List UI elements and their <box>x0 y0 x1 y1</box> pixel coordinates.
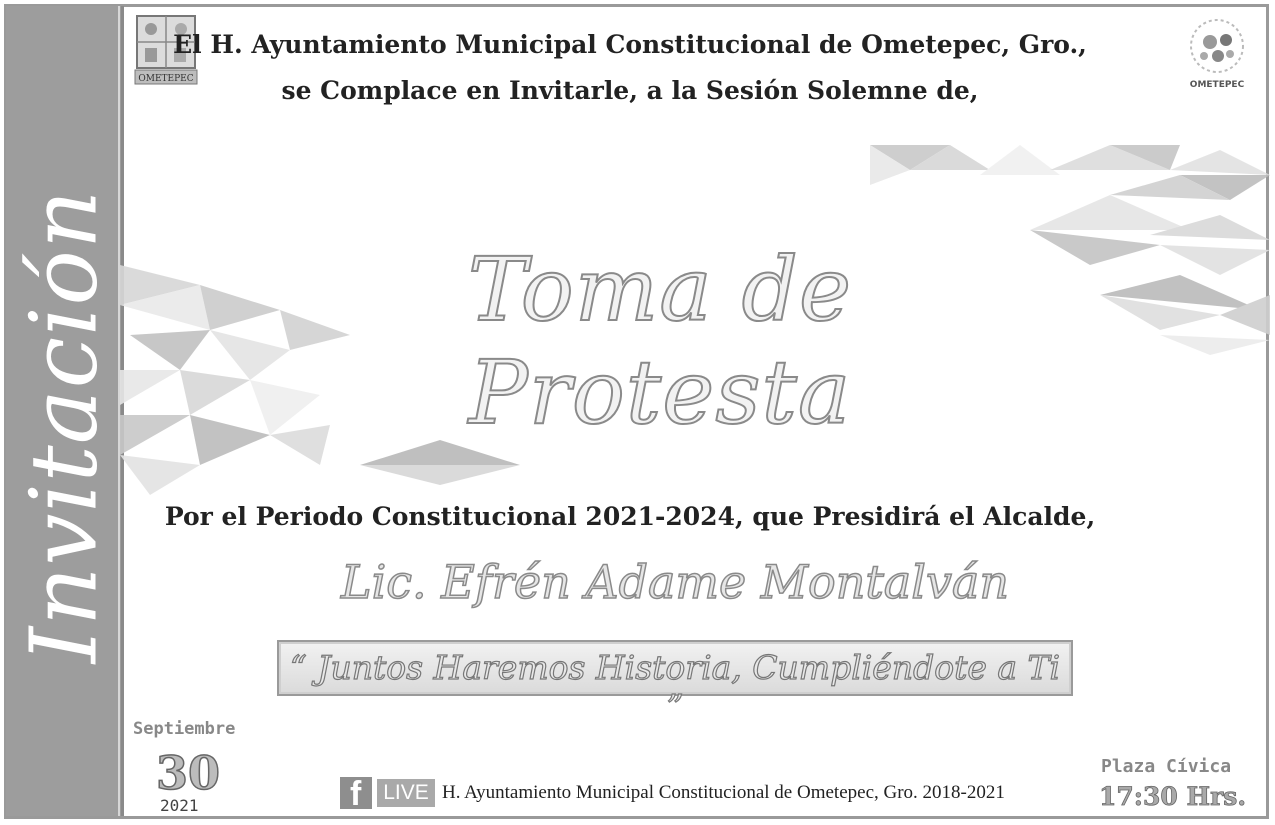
date-month: Septiembre <box>133 719 236 739</box>
slogan-box <box>277 640 1073 726</box>
header-line-1: El H. Ayuntamiento Municipal Constitucional de Ometepec, Gro., <box>173 30 1087 59</box>
footer-text: H. Ayuntamiento Municipal Constitucional de Ometepec, Gro. 2018-2021 <box>442 782 1005 803</box>
header-line-2: se Complace en Invitarle, a la Sesión Solemne de, <box>281 76 979 105</box>
coat-of-arms-text: OMETEPEC <box>138 74 194 84</box>
sidebar <box>6 6 124 816</box>
venue-place: Plaza Cívica <box>1101 756 1232 777</box>
live-badge: LIVE <box>377 779 435 807</box>
emblem-text: OMETEPEC <box>1189 80 1245 90</box>
date-year: 2021 <box>160 796 199 815</box>
facebook-icon <box>340 775 372 813</box>
facebook-glyph: f <box>350 775 362 813</box>
period-text: Por el Periodo Constitucional 2021-2024, que Presidirá el Alcalde, <box>164 502 1096 531</box>
date-day: 30 <box>156 746 221 800</box>
slogan-text: “ Juntos Haremos Historia, Cumpliéndote a Ti ” <box>289 648 1061 726</box>
venue-time: 17:30 Hrs. <box>1099 782 1247 811</box>
sidebar-title: Invitación <box>10 188 118 664</box>
event-title: Toma de Protesta <box>467 238 853 444</box>
mayor-name: Lic. Efrén Adame Montalván <box>341 555 1009 609</box>
